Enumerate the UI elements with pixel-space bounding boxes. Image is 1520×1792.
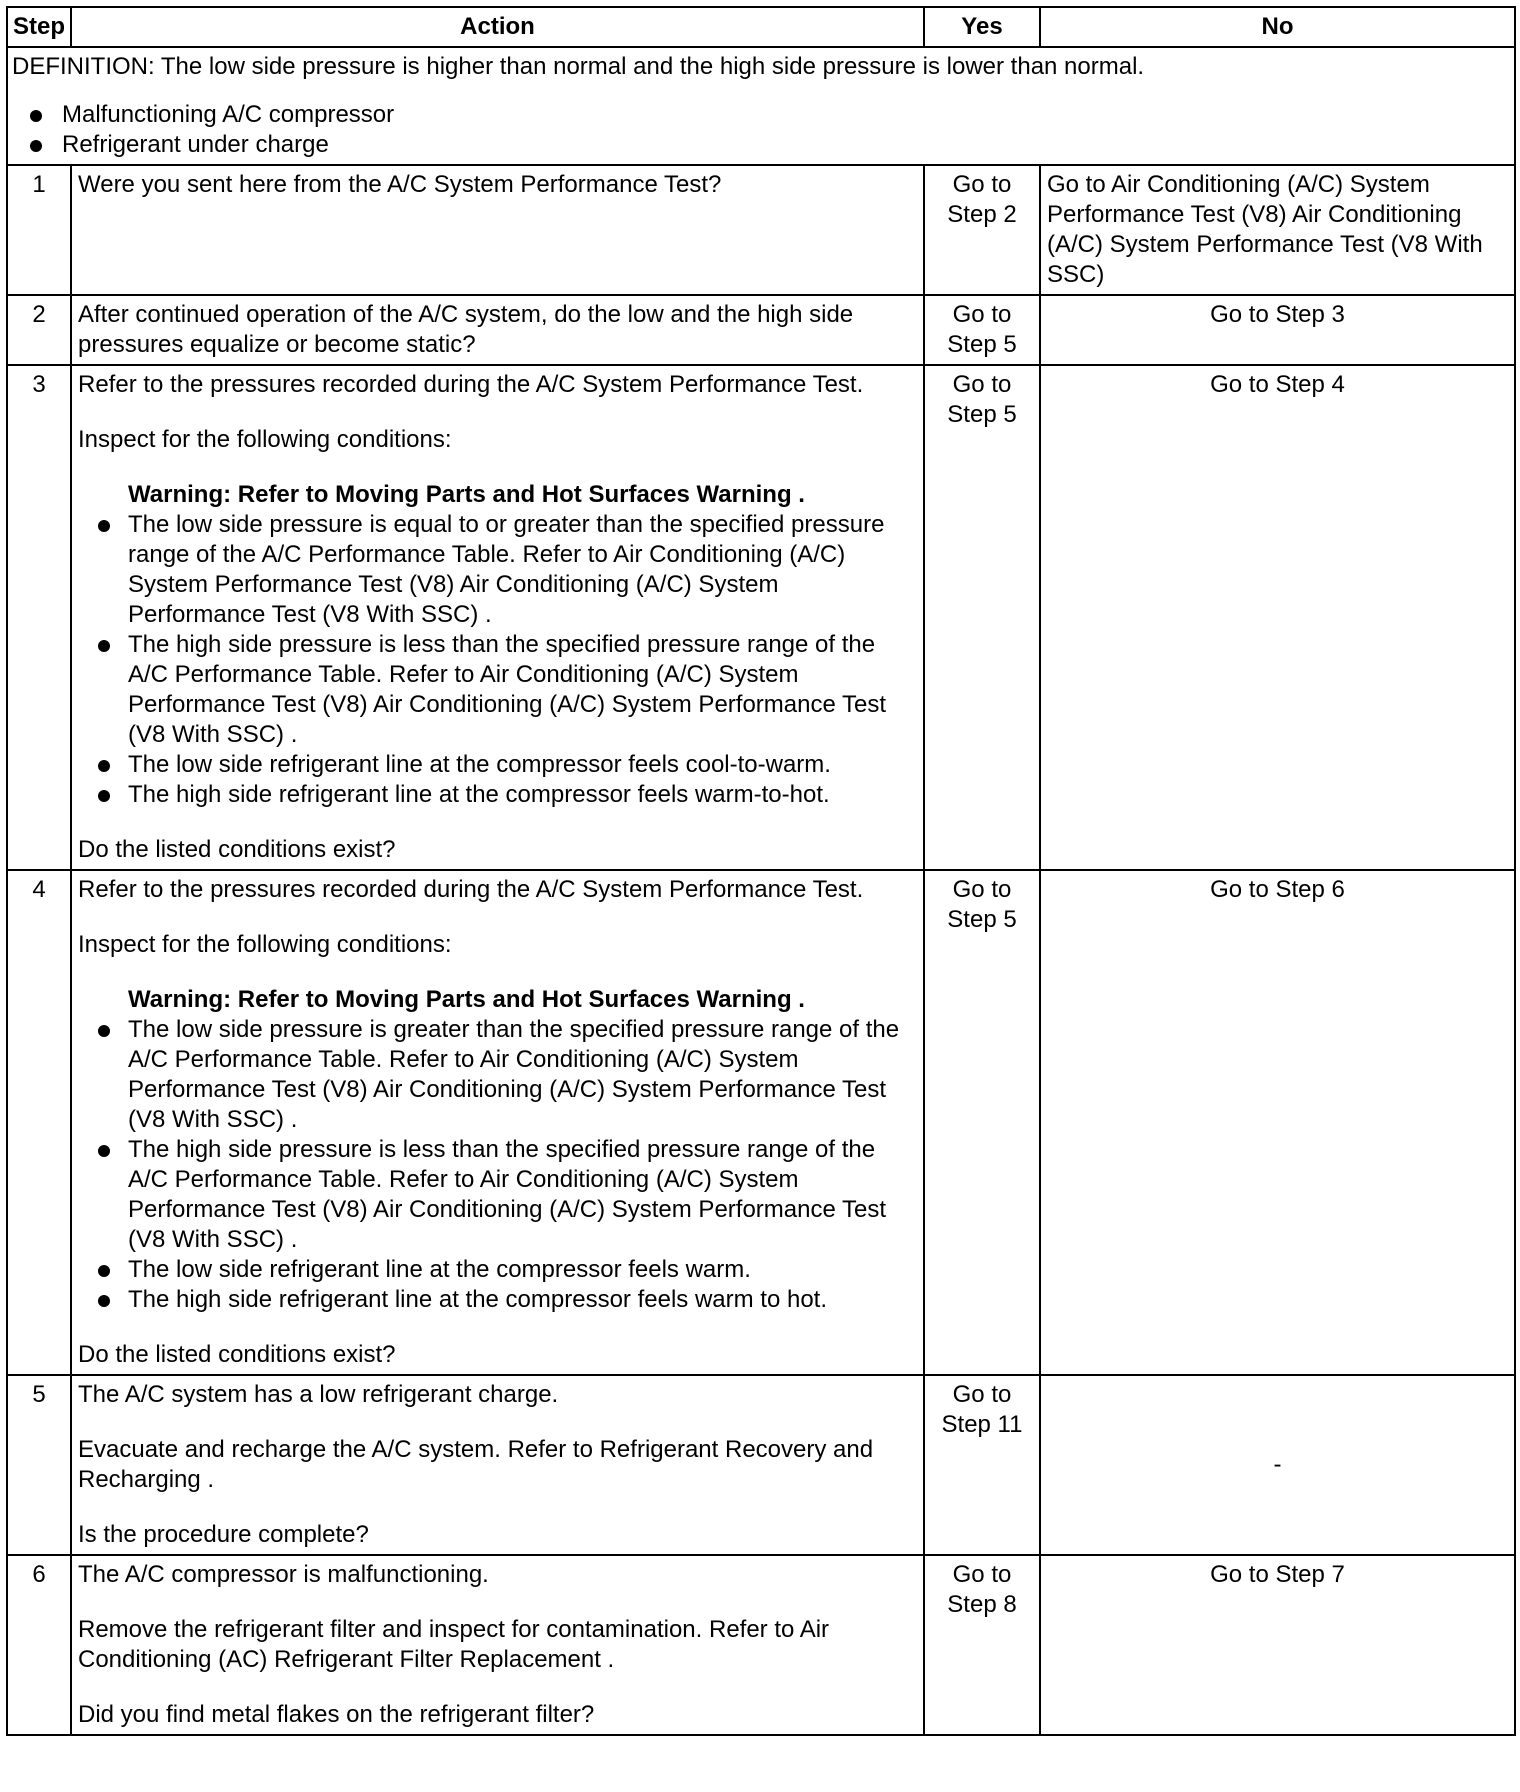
step-inspect: Inspect for the following conditions: [78,426,452,453]
no-cell: - [1040,1375,1515,1555]
step-question: Did you find metal flakes on the refrigerant filter? [78,1701,595,1728]
step-intro: The A/C system has a low refrigerant charge. [78,1381,559,1408]
condition-item: The low side refrigerant line at the compressor feels cool-to-warm. [78,750,917,780]
no-cell: Go to Step 7 [1040,1555,1515,1735]
table-row [7,165,1515,295]
yes-cell [924,365,1040,870]
condition-item: The low side refrigerant line at the compressor feels warm. [78,1255,917,1285]
step-question: Is the procedure complete? [78,1521,369,1548]
step-procedure: Remove the refrigerant filter and inspect for contamination. Refer to Air Conditioning (AC) Refrigerant Filter Replacement . [78,1616,830,1673]
header-yes: Yes [924,7,1040,47]
cause-item: Malfunctioning A/C compressor [12,100,1508,130]
yes-line-2: Step 2 [947,201,1017,228]
step-number: 1 [7,165,71,295]
no-cell: Go to Step 4 [1040,365,1515,870]
yes-line-1: Go to [952,171,1012,198]
table-row [7,1375,1515,1555]
yes-cell [924,1375,1040,1555]
step-inspect: Inspect for the following conditions: [78,931,452,958]
yes-line-1: Go to [952,876,1012,903]
header-action: Action [71,7,924,47]
condition-item: The high side refrigerant line at the compressor feels warm-to-hot. [78,780,917,810]
condition-item: The low side pressure is greater than the specified pressure range of the A/C Performance Table. Refer to Air Conditioning (A/C) System Performance Test (V8) Air Conditioning (A/C) System Performance Test (V8 With SSC) . [78,1015,917,1135]
table-row [7,295,1515,365]
step-procedure: Evacuate and recharge the A/C system. Refer to Refrigerant Recovery and Recharging . [78,1436,874,1493]
yes-cell [924,165,1040,295]
table-row [7,870,1515,1375]
yes-line-2: Step 5 [947,401,1017,428]
yes-line-1: Go to [952,371,1012,398]
yes-cell [924,1555,1040,1735]
yes-line-1: Go to [952,301,1012,328]
warning-text: Warning: Refer to Moving Parts and Hot Surfaces Warning . [128,986,805,1013]
step-intro: Refer to the pressures recorded during the A/C System Performance Test. [78,371,864,398]
step-action [71,295,924,365]
header-step: Step [7,7,71,47]
table-row [7,365,1515,870]
step-action [71,365,924,870]
yes-line-1: Go to [952,1561,1012,1588]
condition-item: The high side pressure is less than the specified pressure range of the A/C Performance Table. Refer to Air Conditioning (A/C) System Performance Test (V8) Air Conditioning (A/C) System Performance Test (V8 With SSC) . [78,1135,917,1255]
yes-line-2: Step 11 [941,1411,1023,1438]
yes-line-1: Go to [952,1381,1012,1408]
step-number: 2 [7,295,71,365]
step-number: 6 [7,1555,71,1735]
step-question: After continued operation of the A/C system, do the low and the high side pressures equalize or become static? [78,301,854,358]
step-action [71,870,924,1375]
condition-item: The high side pressure is less than the specified pressure range of the A/C Performance Table. Refer to Air Conditioning (A/C) System Performance Test (V8) Air Conditioning (A/C) System Performance Test (V8 With SSC) . [78,630,917,750]
table-row [7,1555,1515,1735]
step-question: Do the listed conditions exist? [78,1341,396,1368]
condition-list [78,1015,917,1315]
step-action [71,165,924,295]
no-cell: Go to Step 3 [1040,295,1515,365]
definition-row [7,47,1515,165]
step-intro: Refer to the pressures recorded during the A/C System Performance Test. [78,876,864,903]
definition-text: DEFINITION: The low side pressure is higher than normal and the high side pressure is lower than normal. [12,53,1145,80]
step-number: 5 [7,1375,71,1555]
cause-list [12,100,1508,160]
step-number: 3 [7,365,71,870]
yes-cell [924,870,1040,1375]
yes-line-2: Step 5 [947,906,1017,933]
yes-line-2: Step 5 [947,331,1017,358]
cause-item: Refrigerant under charge [12,130,1508,160]
no-cell: Go to Step 6 [1040,870,1515,1375]
header-row [7,7,1515,47]
step-question: Were you sent here from the A/C System Performance Test? [78,171,722,198]
step-number: 4 [7,870,71,1375]
step-question: Do the listed conditions exist? [78,836,396,863]
diagnostic-table [6,6,1516,1736]
header-no: No [1040,7,1515,47]
condition-list [78,510,917,810]
yes-line-2: Step 8 [947,1591,1017,1618]
step-action [71,1375,924,1555]
step-action [71,1555,924,1735]
condition-item: The high side refrigerant line at the compressor feels warm to hot. [78,1285,917,1315]
no-cell: Go to Air Conditioning (A/C) System Performance Test (V8) Air Conditioning (A/C) System Performance Test (V8 With SSC) [1040,165,1515,295]
warning-text: Warning: Refer to Moving Parts and Hot Surfaces Warning . [128,481,805,508]
yes-cell [924,295,1040,365]
condition-item: The low side pressure is equal to or greater than the specified pressure range of the A/C Performance Table. Refer to Air Conditioning (A/C) System Performance Test (V8) Air Conditioning (A/C) System Performance Test (V8 With SSC) . [78,510,917,630]
step-intro: The A/C compressor is malfunctioning. [78,1561,489,1588]
